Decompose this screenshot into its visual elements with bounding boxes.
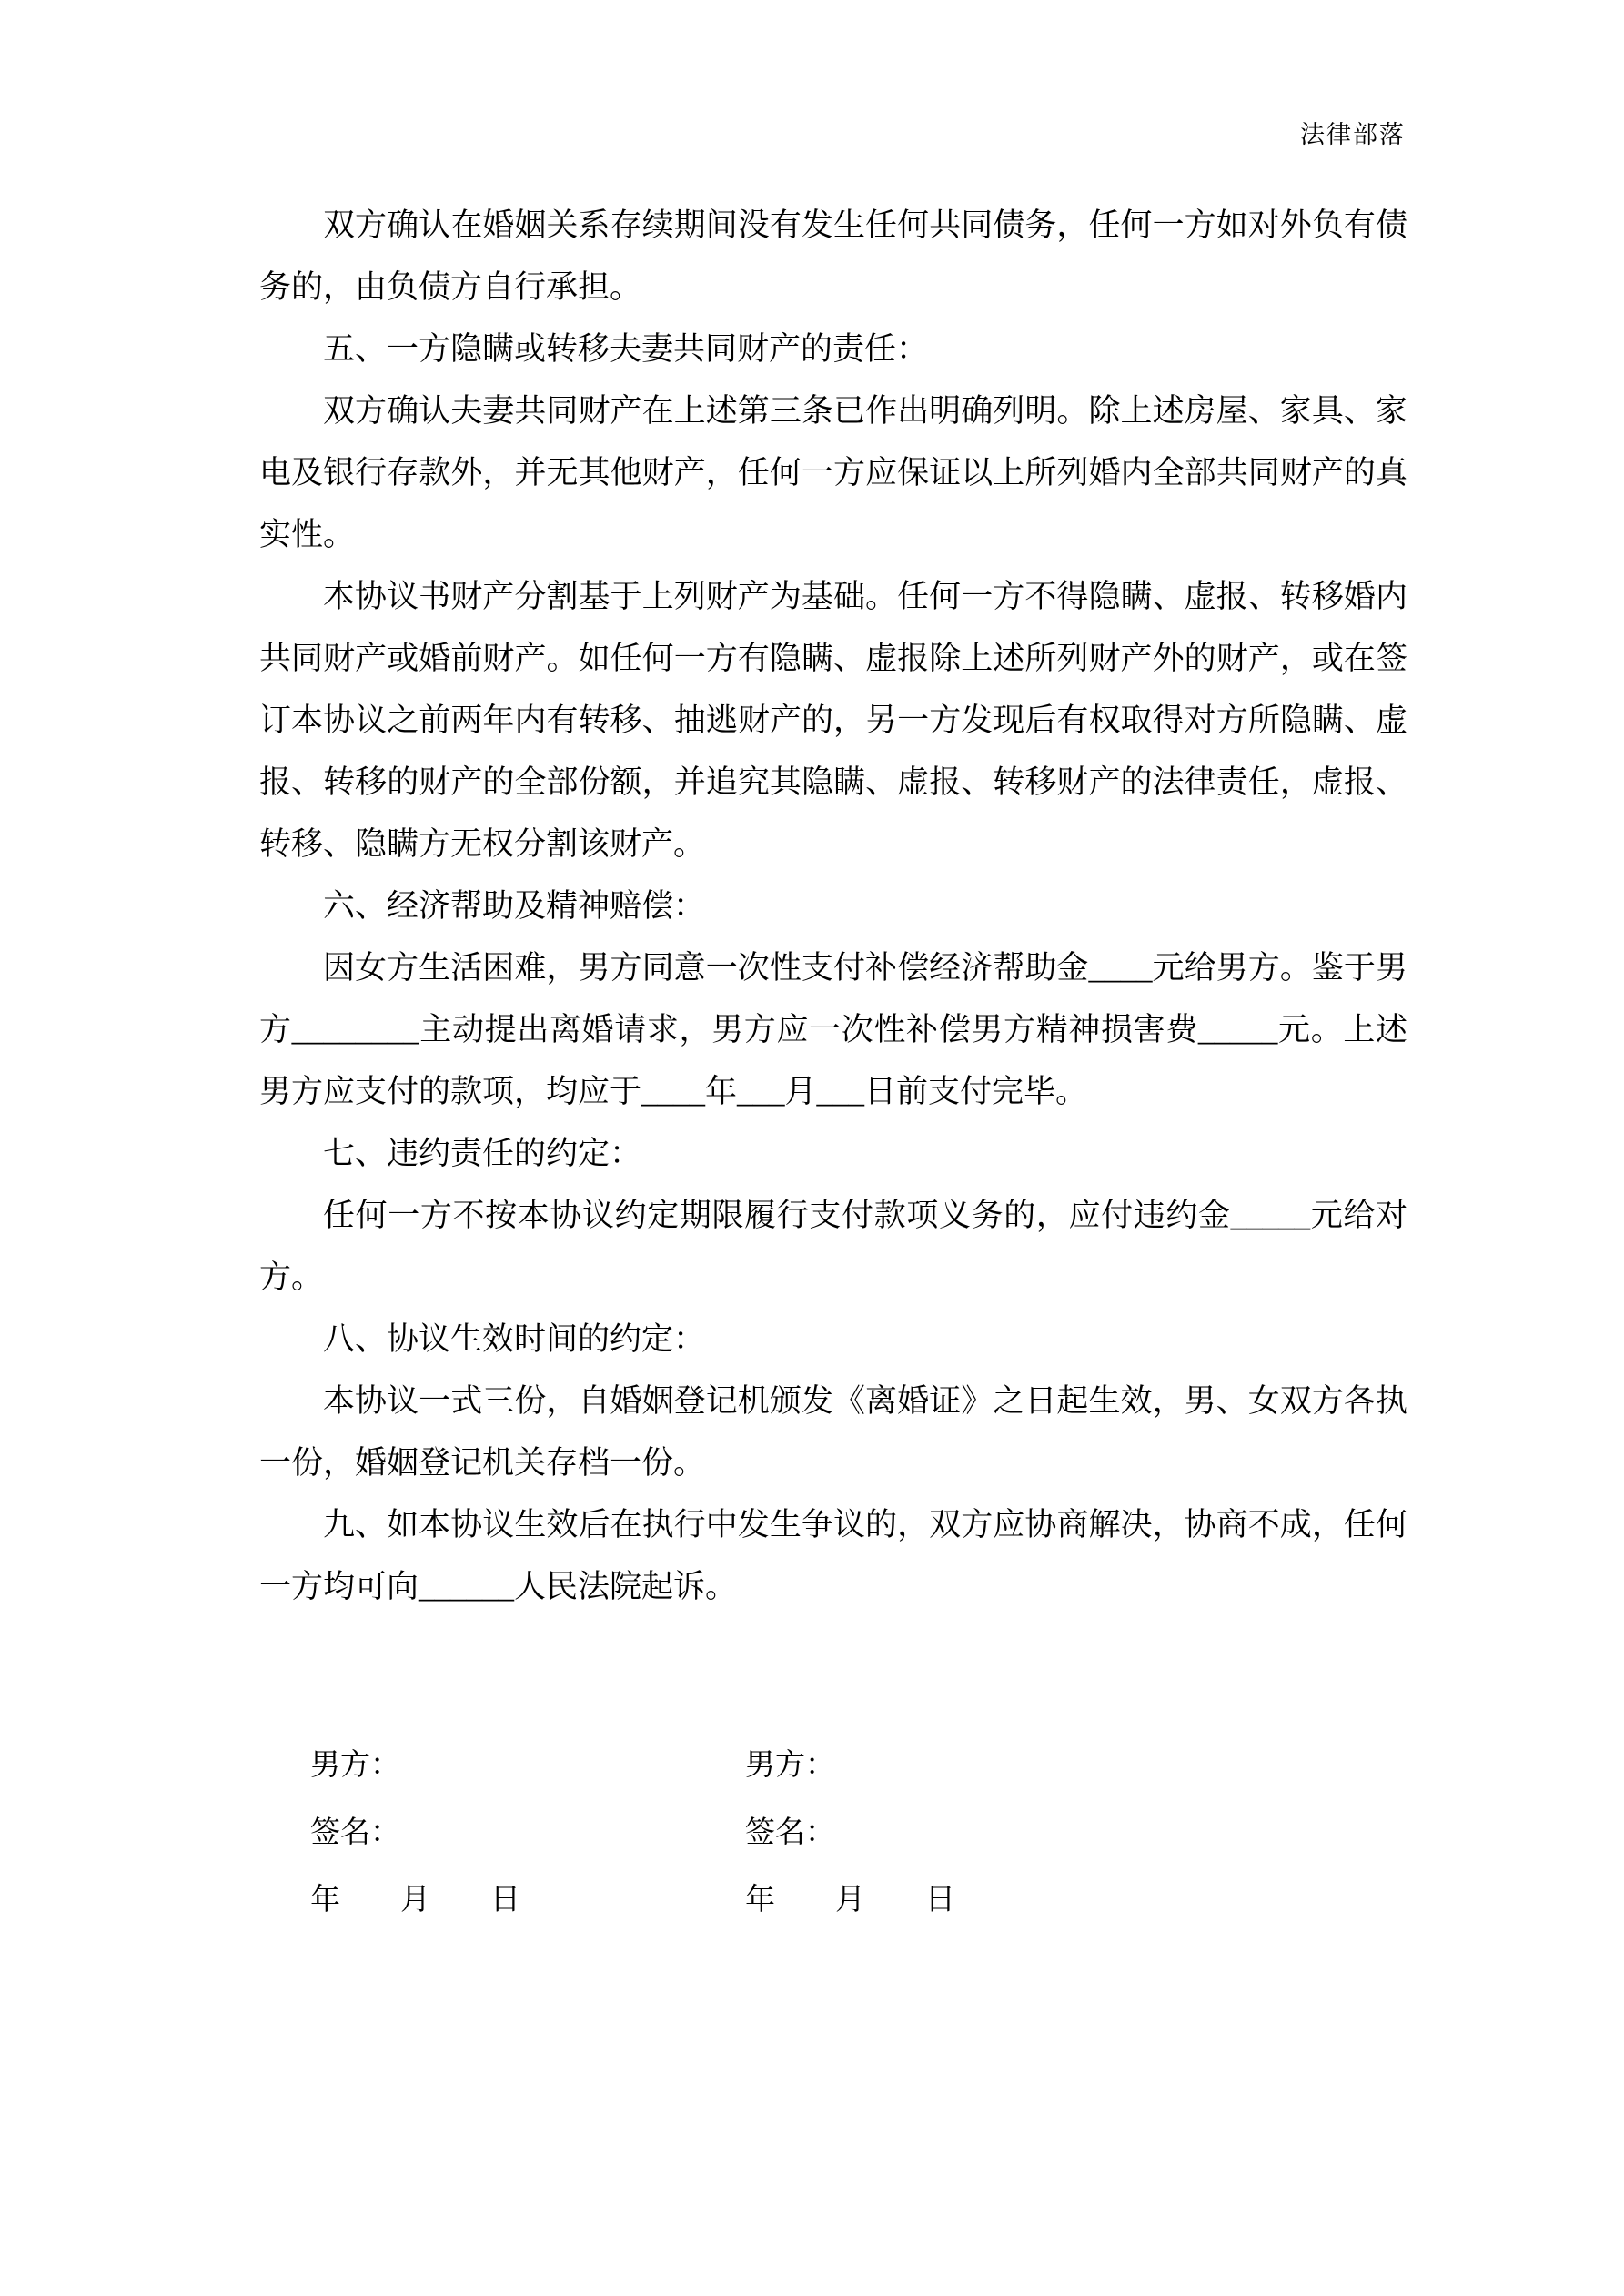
sign-label-right: 签名： bbox=[745, 1816, 835, 1849]
section-heading-5: 五、一方隐瞒或转移夫妻共同财产的责任： bbox=[323, 331, 929, 367]
section-heading-6: 六、经济帮助及精神赔偿： bbox=[323, 888, 706, 924]
site-watermark: 法律部落 bbox=[1300, 121, 1406, 148]
party-label-right: 男方： bbox=[745, 1749, 835, 1782]
paragraph-breach-penalty: 任何一方不按本协议约定期限履行支付款项义务的，应付违约金_____元给对方。 bbox=[259, 1198, 1407, 1295]
paragraph-economic-help: 因女方生活困难，男方同意一次性支付补偿经济帮助金____元给男方。鉴于男方________主动提出离婚请求，男方应一次性补偿男方精神损害费_____元。上述男方应支付的款项，均应于____年___月___日前支付完毕。 bbox=[259, 950, 1407, 1109]
document-body bbox=[259, 195, 1407, 1934]
sign-label-left: 签名： bbox=[310, 1816, 400, 1849]
paragraph-dispute-court: 九、如本协议生效后在执行中发生争议的，双方应协商解决，协商不成，任何一方均可向______人民法院起诉。 bbox=[259, 1507, 1407, 1604]
signature-left-column bbox=[310, 1732, 745, 1934]
date-label-left: 年 月 日 bbox=[310, 1884, 520, 1917]
paragraph-common-debts: 双方确认在婚姻关系存续期间没有发生任何共同债务，任何一方如对外负有债务的，由负债方自行承担。 bbox=[259, 207, 1407, 305]
paragraph-property-listed: 双方确认夫妻共同财产在上述第三条已作出明确列明。除上述房屋、家具、家电及银行存款外，并无其他财产，任何一方应保证以上所列婚内全部共同财产的真实性。 bbox=[259, 393, 1407, 552]
section-heading-7: 七、违约责任的约定： bbox=[323, 1136, 642, 1171]
paragraph-effective-copies: 本协议一式三份，自婚姻登记机颁发《离婚证》之日起生效，男、女双方各执一份，婚姻登记机关存档一份。 bbox=[259, 1383, 1407, 1481]
party-label-left: 男方： bbox=[310, 1749, 400, 1782]
signature-block bbox=[259, 1732, 1407, 1934]
signature-right-column bbox=[745, 1732, 1180, 1934]
date-label-right: 年 月 日 bbox=[745, 1884, 955, 1917]
section-heading-8: 八、协议生效时间的约定： bbox=[323, 1321, 706, 1357]
paragraph-property-division-basis: 本协议书财产分割基于上列财产为基础。任何一方不得隐瞒、虚报、转移婚内共同财产或婚前财产。如任何一方有隐瞒、虚报除上述所列财产外的财产，或在签订本协议之前两年内有转移、抽逃财产的，另一方发现后有权取得对方所隐瞒、虚报、转移的财产的全部份额，并追究其隐瞒、虚报、转移财产的法律责任，虚报、转移、隐瞒方无权分割该财产。 bbox=[259, 579, 1407, 862]
